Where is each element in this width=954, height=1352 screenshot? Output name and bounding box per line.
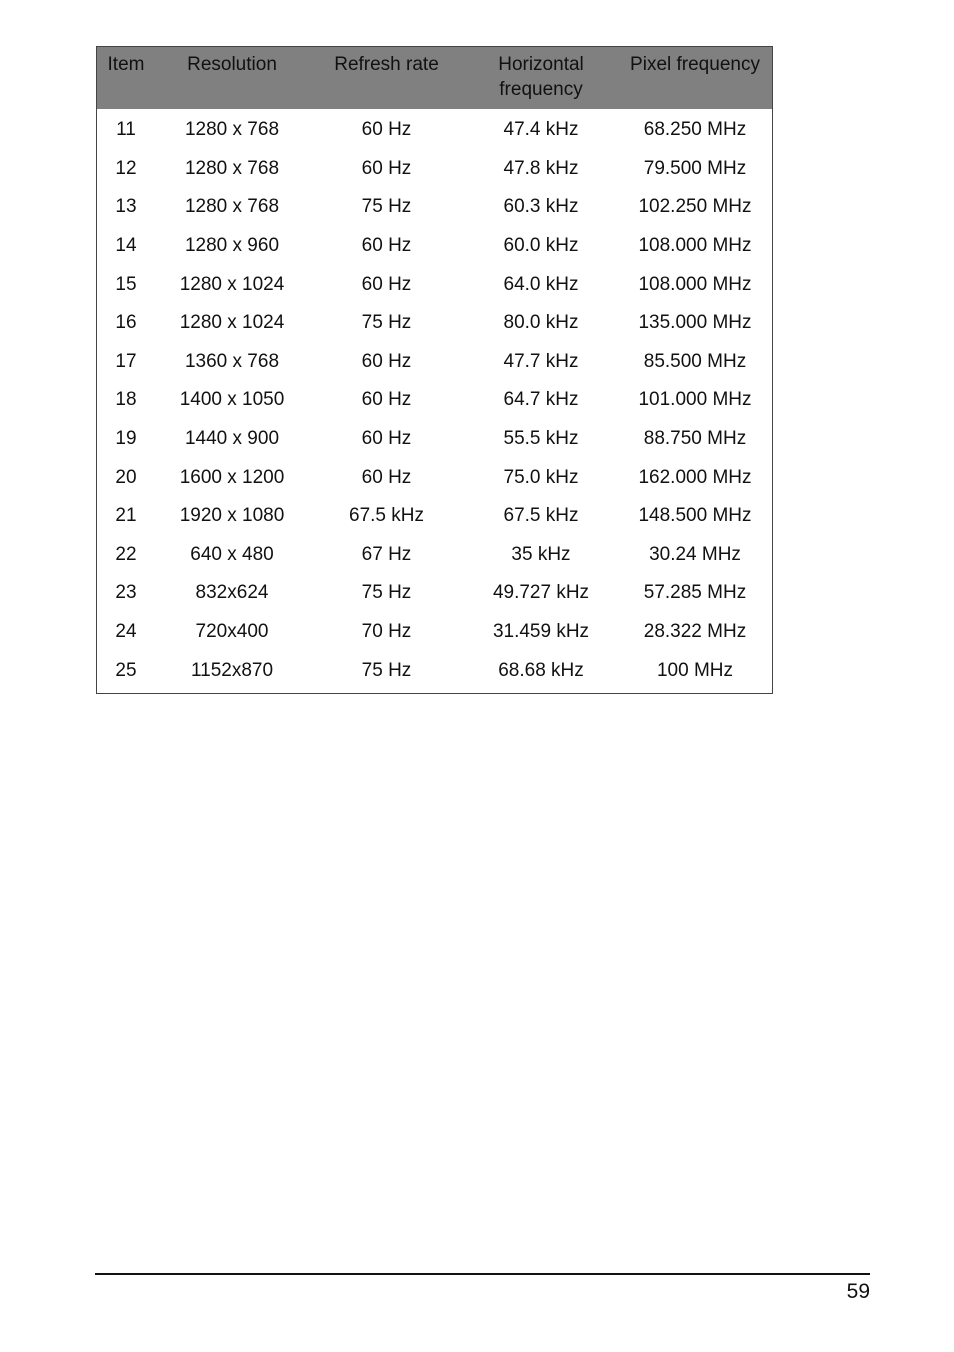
cell-pixel-frequency: 79.500 MHz — [643, 157, 747, 179]
footer-divider — [95, 1273, 870, 1275]
resolution-table-container — [96, 46, 773, 694]
cell-refresh-rate: 60 Hz — [361, 235, 412, 257]
cell-refresh-rate: 60 Hz — [361, 157, 412, 179]
cell-pixel-frequency: 108.000 MHz — [638, 273, 752, 295]
table-row — [97, 536, 772, 575]
cell-refresh-rate: 60 Hz — [361, 273, 412, 295]
cell-horizontal-frequency: 68.68 kHz — [498, 660, 584, 682]
cell-pixel-frequency: 85.500 MHz — [643, 350, 747, 372]
cell-pixel-frequency: 162.000 MHz — [638, 466, 752, 488]
cell-horizontal-frequency: 47.7 kHz — [503, 350, 579, 372]
cell-item: 25 — [115, 660, 137, 682]
cell-horizontal-frequency: 31.459 kHz — [492, 621, 590, 643]
table-row — [97, 613, 772, 652]
cell-horizontal-frequency: 47.4 kHz — [503, 119, 579, 141]
cell-item: 23 — [115, 582, 137, 604]
cell-refresh-rate: 60 Hz — [361, 428, 412, 450]
cell-refresh-rate: 67.5 kHz — [349, 505, 424, 527]
cell-item: 22 — [115, 543, 137, 565]
cell-horizontal-frequency: 75.0 kHz — [503, 466, 579, 488]
header-resolution: Resolution — [187, 54, 277, 75]
cell-item: 21 — [115, 505, 137, 527]
table-body — [97, 109, 772, 693]
cell-horizontal-frequency: 55.5 kHz — [503, 428, 579, 450]
cell-refresh-rate: 75 Hz — [361, 312, 412, 334]
cell-pixel-frequency: 28.322 MHz — [643, 621, 747, 643]
cell-resolution: 832x624 — [195, 582, 269, 604]
cell-resolution: 1280 x 960 — [184, 235, 280, 257]
page-number: 59 — [846, 1280, 870, 1303]
table-row — [97, 150, 772, 189]
cell-item: 20 — [115, 466, 137, 488]
cell-resolution: 1400 x 1050 — [179, 389, 285, 411]
cell-item: 17 — [115, 350, 137, 372]
cell-refresh-rate: 75 Hz — [361, 582, 412, 604]
table-row — [97, 227, 772, 266]
cell-refresh-rate: 75 Hz — [361, 196, 412, 218]
table-header — [97, 47, 772, 109]
cell-pixel-frequency: 101.000 MHz — [638, 389, 752, 411]
cell-pixel-frequency: 148.500 MHz — [638, 505, 752, 527]
table-row — [97, 574, 772, 613]
cell-pixel-frequency: 135.000 MHz — [638, 312, 752, 334]
cell-resolution: 1280 x 768 — [184, 119, 280, 141]
cell-resolution: 1280 x 768 — [184, 157, 280, 179]
cell-horizontal-frequency: 35 kHz — [511, 543, 571, 565]
cell-item: 15 — [115, 273, 137, 295]
cell-item: 11 — [116, 119, 136, 141]
cell-item: 16 — [115, 312, 137, 334]
cell-resolution: 1280 x 1024 — [179, 273, 285, 295]
resolution-table — [97, 47, 772, 693]
cell-horizontal-frequency: 49.727 kHz — [492, 582, 590, 604]
table-row — [97, 381, 772, 420]
cell-pixel-frequency: 68.250 MHz — [643, 119, 747, 141]
cell-item: 12 — [115, 157, 137, 179]
cell-horizontal-frequency: 60.0 kHz — [503, 235, 579, 257]
cell-refresh-rate: 60 Hz — [361, 389, 412, 411]
cell-refresh-rate: 60 Hz — [361, 350, 412, 372]
table-row — [97, 188, 772, 227]
cell-resolution: 1600 x 1200 — [179, 466, 285, 488]
cell-resolution: 1920 x 1080 — [179, 505, 285, 527]
header-refresh-rate: Refresh rate — [334, 54, 439, 75]
cell-horizontal-frequency: 67.5 kHz — [503, 505, 579, 527]
cell-pixel-frequency: 100 MHz — [656, 660, 734, 682]
cell-item: 19 — [115, 428, 137, 450]
cell-refresh-rate: 75 Hz — [361, 660, 412, 682]
cell-horizontal-frequency: 80.0 kHz — [503, 312, 579, 334]
cell-resolution: 640 x 480 — [190, 543, 274, 565]
table-row — [97, 497, 772, 536]
cell-resolution: 1280 x 1024 — [179, 312, 285, 334]
cell-refresh-rate: 60 Hz — [361, 119, 412, 141]
cell-horizontal-frequency: 60.3 kHz — [503, 196, 579, 218]
cell-horizontal-frequency: 64.0 kHz — [503, 273, 579, 295]
header-horizontal-frequency: Horizontal frequency — [498, 54, 584, 100]
cell-refresh-rate: 67 Hz — [361, 543, 412, 565]
cell-refresh-rate: 60 Hz — [361, 466, 412, 488]
cell-pixel-frequency: 88.750 MHz — [643, 428, 747, 450]
cell-horizontal-frequency: 64.7 kHz — [503, 389, 579, 411]
table-row — [97, 651, 772, 693]
cell-resolution: 1440 x 900 — [184, 428, 280, 450]
cell-pixel-frequency: 57.285 MHz — [643, 582, 747, 604]
cell-item: 18 — [115, 389, 137, 411]
cell-item: 13 — [115, 196, 137, 218]
table-row — [97, 420, 772, 459]
cell-resolution: 720x400 — [195, 621, 269, 643]
cell-refresh-rate: 70 Hz — [361, 621, 412, 643]
table-row — [97, 458, 772, 497]
cell-resolution: 1280 x 768 — [184, 196, 280, 218]
cell-resolution: 1360 x 768 — [184, 350, 280, 372]
cell-horizontal-frequency: 47.8 kHz — [503, 157, 579, 179]
table-row — [97, 304, 772, 343]
table-row — [97, 109, 772, 150]
cell-pixel-frequency: 30.24 MHz — [649, 543, 741, 565]
cell-resolution: 1152x870 — [190, 660, 274, 682]
header-pixel-frequency: Pixel frequency — [630, 54, 760, 75]
cell-pixel-frequency: 108.000 MHz — [638, 235, 752, 257]
cell-pixel-frequency: 102.250 MHz — [638, 196, 752, 218]
cell-item: 24 — [115, 621, 137, 643]
header-item: Item — [107, 54, 145, 75]
cell-item: 14 — [115, 235, 137, 257]
table-row — [97, 343, 772, 382]
table-header-row — [97, 47, 772, 109]
table-row — [97, 265, 772, 304]
